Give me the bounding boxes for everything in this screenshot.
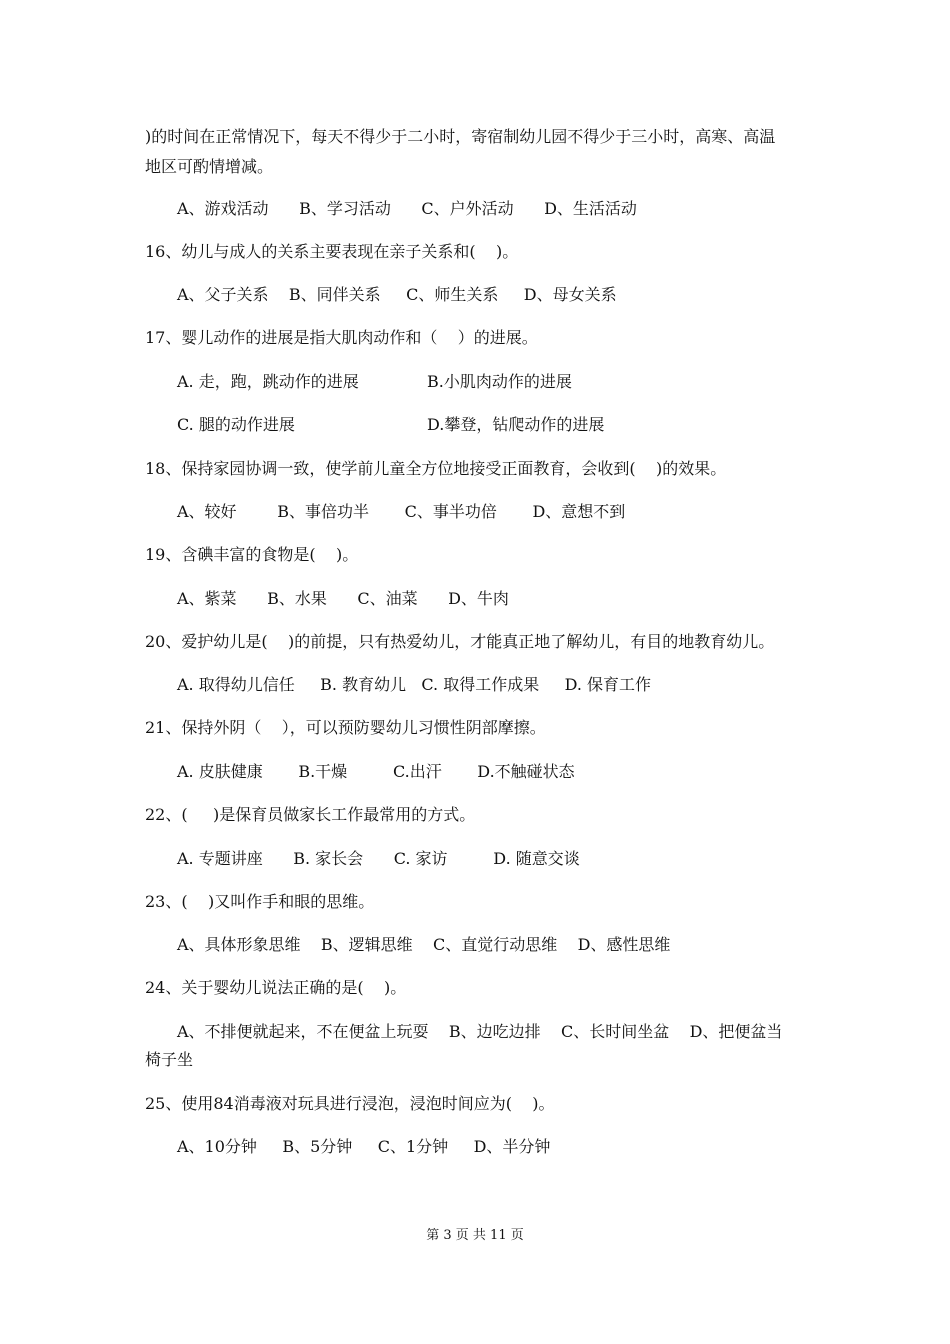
text-line: A、不排便就起来，不在便盆上玩耍 B、边吃边排 C、长时间坐盆 D、把便盆当 (177, 1022, 783, 1041)
text-line: A. 取得幼儿信任 B. 教育幼儿 C. 取得工作成果 D. 保育工作 (177, 675, 652, 694)
text-line: A. 皮肤健康 B.干燥 C.出汗 D.不触碰状态 (177, 762, 575, 781)
text-line: 16、幼儿与成人的关系主要表现在亲子关系和( )。 (145, 242, 519, 261)
text-line: 24、关于婴幼儿说法正确的是( )。 (145, 978, 407, 997)
text-line: A、游戏活动 B、学习活动 C、户外活动 D、生活活动 (177, 199, 637, 218)
text-line: C. 腿的动作进展 (177, 415, 295, 434)
text-line: 23、( )又叫作手和眼的思维。 (145, 892, 375, 911)
text-line: 椅子坐 (145, 1050, 194, 1069)
text-line: B.小肌肉动作的进展 (427, 372, 572, 391)
text-line: 20、爱护幼儿是( )的前提，只有热爱幼儿，才能真正地了解幼儿，有目的地教育幼儿。 (145, 632, 775, 651)
text-line: 17、婴儿动作的进展是指大肌肉动作和（ ）的进展。 (145, 328, 538, 347)
text-line: 22、( )是保育员做家长工作最常用的方式。 (145, 805, 476, 824)
text-line: D.攀登，钻爬动作的进展 (427, 415, 605, 434)
text-line: A. 走，跑，跳动作的进展 (177, 372, 359, 391)
text-line: 地区可酌情增减。 (145, 157, 274, 176)
text-line: 18、保持家园协调一致，使学前儿童全方位地接受正面教育，会收到( )的效果。 (145, 459, 727, 478)
text-line: A、10分钟 B、5分钟 C、1分钟 D、半分钟 (177, 1137, 551, 1156)
text-line: A、具体形象思维 B、逻辑思维 C、直觉行动思维 D、感性思维 (177, 935, 671, 954)
text-line: 25、使用84消毒液对玩具进行浸泡，浸泡时间应为( )。 (145, 1094, 555, 1113)
text-line: A、紫菜 B、水果 C、油菜 D、牛肉 (177, 589, 509, 608)
text-line: A、父子关系 B、同伴关系 C、师生关系 D、母女关系 (177, 285, 617, 304)
text-line: A、较好 B、事倍功半 C、事半功倍 D、意想不到 (177, 502, 626, 521)
text-line: 19、含碘丰富的食物是( )。 (145, 545, 359, 564)
text-line: A. 专题讲座 B. 家长会 C. 家访 D. 随意交谈 (177, 849, 580, 868)
page-footer: 第 3 页 共 11 页 (426, 1228, 524, 1243)
text-line: )的时间在正常情况下，每天不得少于二小时，寄宿制幼儿园不得少于三小时，高寒、高温 (145, 127, 776, 146)
text-line: 21、保持外阴（ ），可以预防婴幼儿习惯性阴部摩擦。 (145, 718, 546, 737)
